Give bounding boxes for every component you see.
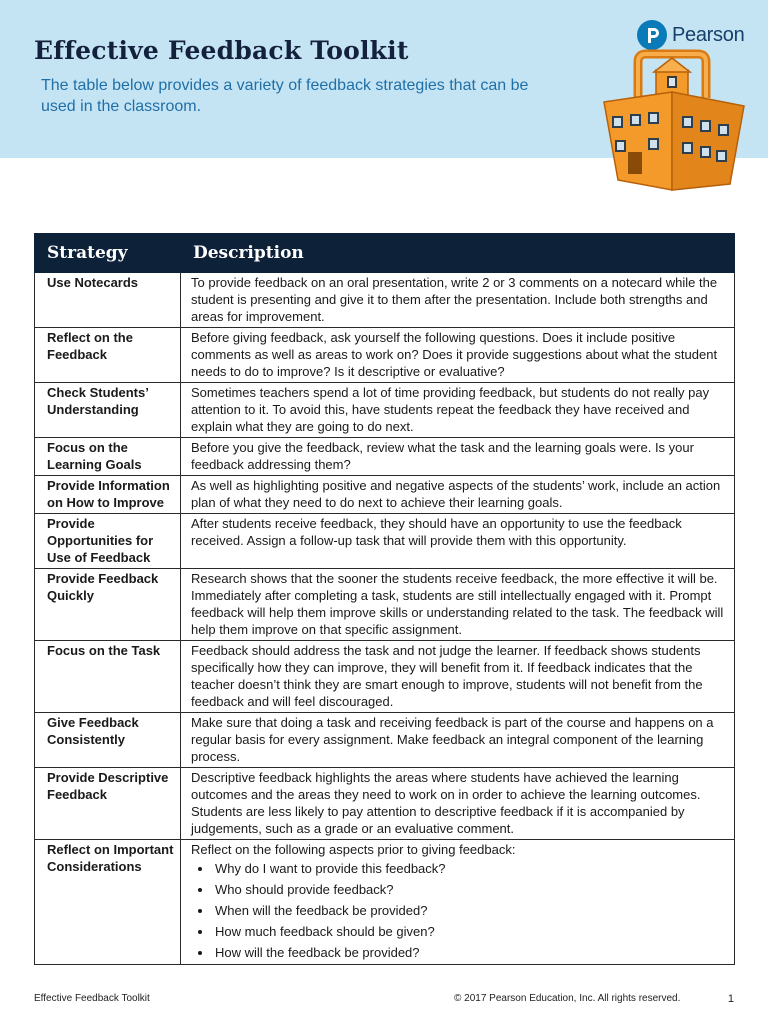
strategy-cell: Give Feedback Consistently [35, 713, 181, 768]
column-header-description: Description [181, 234, 735, 273]
description-cell [181, 840, 735, 965]
feedback-strategies-table-container [34, 233, 734, 965]
strategy-cell: Provide Descriptive Feedback [35, 768, 181, 840]
description-cell: Descriptive feedback highlights the areas where students have achieved the learning outcomes and the areas they need to work on in order to achieve the learning outcomes. Students are less likely to pay attention to descriptive feedback if it is accompanied by judgements, such as a grade or an evaluative comment. [181, 768, 735, 840]
toolbox-school-icon [598, 40, 748, 200]
description-cell: Feedback should address the task and not judge the learner. If feedback shows students specifically how they can improve, they will benefit from it. If feedback indicates that the teacher doesn’t think they are smart enough to improve, students will not benefit from the feedback and will feel discouraged. [181, 641, 735, 713]
description-cell: As well as highlighting positive and negative aspects of the students’ work, include an action plan of what they need to do next to achieve their learning goals. [181, 476, 735, 514]
feedback-strategies-table [34, 233, 735, 965]
column-header-strategy: Strategy [35, 234, 181, 273]
strategy-cell: Reflect on Important Considerations [35, 840, 181, 965]
strategy-cell: Use Notecards [35, 273, 181, 328]
list-item: • Who should provide feedback? [213, 881, 728, 898]
description-cell: To provide feedback on an oral presentation, write 2 or 3 comments on a notecard while the student is presenting and give it to them after the presentation. Include both strengths and areas for improvement. [181, 273, 735, 328]
strategy-cell: Reflect on the Feedback [35, 328, 181, 383]
list-item: • How much feedback should be given? [213, 923, 728, 940]
description-cell: Research shows that the sooner the students receive feedback, the more effective it will be. Immediately after completing a task, students are still intellectually engaged with it. Prompt feedback will help them improve skills or understanding related to the task. The feedback will help them improve on that specific assignment. [181, 569, 735, 641]
strategy-cell: Focus on the Learning Goals [35, 438, 181, 476]
table-row [35, 840, 735, 965]
brand-name: Pearson [672, 23, 745, 46]
page-subtitle: The table below provides a variety of feedback strategies that can be used in the classroom. [41, 77, 529, 115]
description-cell: Sometimes teachers spend a lot of time providing feedback, but students do not really pay attention to it. To avoid this, have students repeat the feedback they have received and explain what they are going to do next. [181, 383, 735, 438]
page-header [0, 0, 768, 158]
list-item: • When will the feedback be provided? [213, 902, 728, 919]
page-footer [34, 993, 734, 1007]
considerations-intro: Reflect on the following aspects prior to giving feedback: [191, 842, 516, 857]
table-header-row [35, 234, 735, 273]
strategy-cell: Provide Opportunities for Use of Feedback [35, 514, 181, 569]
table-row [35, 328, 735, 383]
considerations-list [191, 860, 728, 961]
table-row [35, 713, 735, 768]
strategy-cell: Provide Feedback Quickly [35, 569, 181, 641]
table-row [35, 438, 735, 476]
strategy-cell: Provide Information on How to Improve [35, 476, 181, 514]
list-item: • How will the feedback be provided? [213, 944, 728, 961]
table-row [35, 569, 735, 641]
table-row [35, 476, 735, 514]
strategy-cell: Check Students’ Understanding [35, 383, 181, 438]
description-cell: Before giving feedback, ask yourself the following questions. Does it include positive comments as well as areas to work on? Does it provide suggestions about what the student needs to do to improve? Is it descriptive or evaluative? [181, 328, 735, 383]
footer-copyright: © 2017 Pearson Education, Inc. All rights reserved. [454, 993, 681, 1004]
table-row [35, 768, 735, 840]
table-row [35, 514, 735, 569]
page-title: Effective Feedback Toolkit [34, 36, 409, 65]
description-cell: After students receive feedback, they should have an opportunity to use the feedback received. Assign a follow-up task that will provide them with this opportunity. [181, 514, 735, 569]
list-item: • Why do I want to provide this feedback? [213, 860, 728, 877]
table-row [35, 273, 735, 328]
description-cell: Make sure that doing a task and receiving feedback is part of the course and happens on a regular basis for every assignment. Make feedback an integral component of the learning process. [181, 713, 735, 768]
description-cell: Before you give the feedback, review what the task and the learning goals were. Is your feedback addressing them? [181, 438, 735, 476]
footer-document-title: Effective Feedback Toolkit [34, 993, 150, 1004]
page-number: 1 [727, 993, 734, 1005]
table-row [35, 641, 735, 713]
table-row [35, 383, 735, 438]
strategy-cell: Focus on the Task [35, 641, 181, 713]
